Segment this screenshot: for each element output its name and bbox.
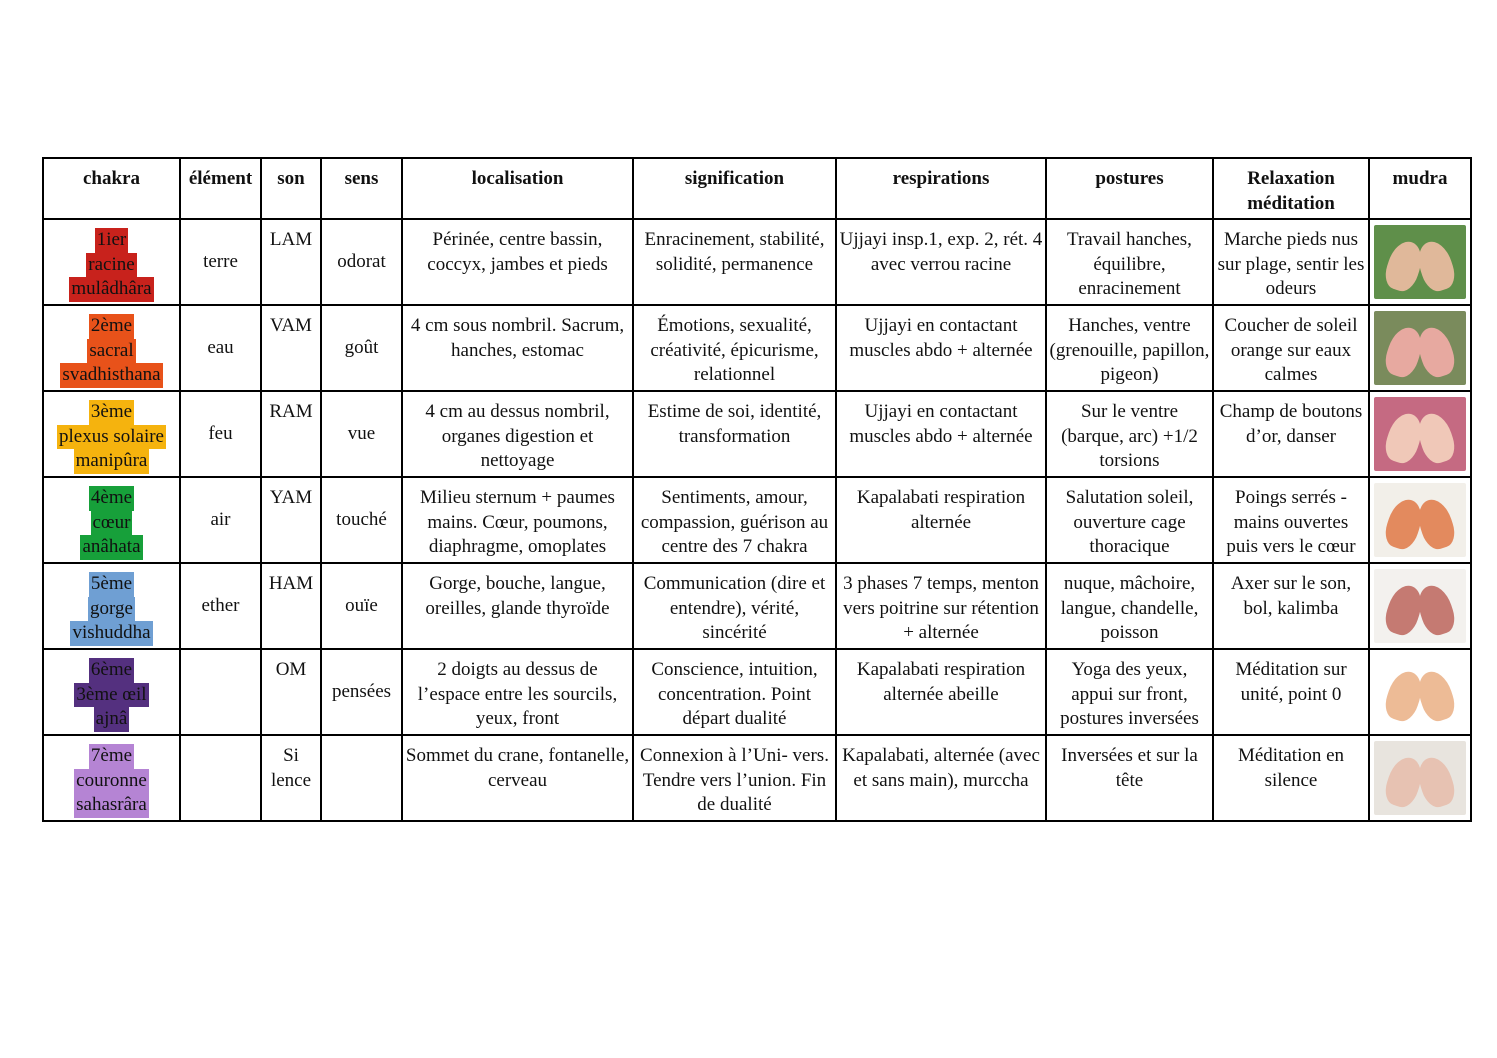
respirations-cell: Ujjayi en contactant muscles abdo + alternée xyxy=(836,391,1046,477)
respirations-cell: Kapalabati, alternée (avec et sans main), murccha xyxy=(836,735,1046,821)
chakra-sanskrit: vishuddha xyxy=(70,621,152,646)
right-hand-icon xyxy=(1413,237,1459,294)
sens-cell: goût xyxy=(321,305,402,391)
localisation-cell: Gorge, bouche, langue, oreilles, glande thyroïde xyxy=(402,563,633,649)
header-signification: signification xyxy=(633,158,836,219)
respirations-cell: Kapalabati respiration alternée abeille xyxy=(836,649,1046,735)
header-respirations: respirations xyxy=(836,158,1046,219)
right-hand-icon xyxy=(1413,667,1459,724)
chakra-label xyxy=(74,744,149,818)
chakra-number: 5ème xyxy=(89,572,134,597)
relaxation-cell: Méditation en silence xyxy=(1213,735,1369,821)
table-row xyxy=(43,219,1471,305)
element-cell: ether xyxy=(180,563,261,649)
header-chakra: chakra xyxy=(43,158,180,219)
mudra-cell xyxy=(1369,563,1471,649)
table-row xyxy=(43,477,1471,563)
chakra-name: plexus solaire xyxy=(57,425,166,450)
table-row xyxy=(43,391,1471,477)
chakra-name: couronne xyxy=(74,769,149,794)
respirations-cell: Kapalabati respiration alternée xyxy=(836,477,1046,563)
chakra-sanskrit: ajnâ xyxy=(94,707,130,732)
signification-cell: Estime de soi, identité, transformation xyxy=(633,391,836,477)
table-row xyxy=(43,563,1471,649)
chakra-number: 2ème xyxy=(89,314,134,339)
respirations-cell: Ujjayi insp.1, exp. 2, rét. 4 avec verrou racine xyxy=(836,219,1046,305)
chakra-name: gorge xyxy=(88,597,135,622)
chakra-name: 3ème œil xyxy=(74,683,148,708)
chakra-sanskrit: svadhisthana xyxy=(60,363,162,388)
chakra-label xyxy=(74,658,148,732)
element-cell: terre xyxy=(180,219,261,305)
chakra-sanskrit: sahasrâra xyxy=(74,793,149,818)
right-hand-icon xyxy=(1413,323,1459,380)
chakra-sanskrit: anâhata xyxy=(80,535,142,560)
chakra-table xyxy=(42,157,1472,822)
relaxation-cell: Axer sur le son, bol, kalimba xyxy=(1213,563,1369,649)
table-row xyxy=(43,649,1471,735)
chakra-number: 4ème xyxy=(89,486,134,511)
element-cell: eau xyxy=(180,305,261,391)
chakra-number: 7ème xyxy=(89,744,134,769)
hands-mudra-icon xyxy=(1374,225,1466,299)
chakra-sanskrit: manipûra xyxy=(74,449,150,474)
postures-cell: nuque, mâchoire, langue, chandelle, poisson xyxy=(1046,563,1213,649)
postures-cell: Inversées et sur la tête xyxy=(1046,735,1213,821)
mudra-cell xyxy=(1369,477,1471,563)
chakra-label xyxy=(60,314,162,388)
son-cell: RAM xyxy=(261,391,321,477)
postures-cell: Yoga des yeux, appui sur front, postures inversées xyxy=(1046,649,1213,735)
postures-cell: Travail hanches, équilibre, enracinement xyxy=(1046,219,1213,305)
chakra-cell xyxy=(43,735,180,821)
localisation-cell: Sommet du crane, fontanelle, cerveau xyxy=(402,735,633,821)
localisation-cell: 2 doigts au dessus de l’espace entre les sourcils, yeux, front xyxy=(402,649,633,735)
localisation-cell: Milieu sternum + paumes mains. Cœur, poumons, diaphragme, omoplates xyxy=(402,477,633,563)
header-localisation: localisation xyxy=(402,158,633,219)
relaxation-cell: Marche pieds nus sur plage, sentir les odeurs xyxy=(1213,219,1369,305)
sens-cell: vue xyxy=(321,391,402,477)
chakra-name: sacral xyxy=(87,339,135,364)
header-son: son xyxy=(261,158,321,219)
chakra-cell xyxy=(43,563,180,649)
chakra-label xyxy=(70,572,152,646)
son-cell: Si lence xyxy=(261,735,321,821)
chakra-sanskrit: mulâdhâra xyxy=(69,277,153,302)
right-hand-icon xyxy=(1413,495,1459,552)
chakra-cell xyxy=(43,305,180,391)
right-hand-icon xyxy=(1413,409,1459,466)
signification-cell: Conscience, intuition, concentration. Point départ dualité xyxy=(633,649,836,735)
element-cell xyxy=(180,649,261,735)
table-row xyxy=(43,305,1471,391)
localisation-cell: 4 cm au dessus nombril, organes digestion et nettoyage xyxy=(402,391,633,477)
chakra-label xyxy=(69,228,153,302)
header-element: élément xyxy=(180,158,261,219)
relaxation-cell: Coucher de soleil orange sur eaux calmes xyxy=(1213,305,1369,391)
son-cell: LAM xyxy=(261,219,321,305)
respirations-cell: Ujjayi en contactant muscles abdo + alternée xyxy=(836,305,1046,391)
relaxation-cell: Méditation sur unité, point 0 xyxy=(1213,649,1369,735)
signification-cell: Enracinement, stabilité, solidité, permanence xyxy=(633,219,836,305)
signification-cell: Sentiments, amour, compassion, guérison au centre des 7 chakra xyxy=(633,477,836,563)
signification-cell: Communication (dire et entendre), vérité, sincérité xyxy=(633,563,836,649)
mudra-cell xyxy=(1369,649,1471,735)
localisation-cell: Périnée, centre bassin, coccyx, jambes et pieds xyxy=(402,219,633,305)
chakra-cell xyxy=(43,219,180,305)
element-cell: air xyxy=(180,477,261,563)
chakra-name: racine xyxy=(86,253,136,278)
sens-cell: touché xyxy=(321,477,402,563)
chakra-number: 3ème xyxy=(89,400,134,425)
son-cell: VAM xyxy=(261,305,321,391)
chakra-number: 6ème xyxy=(89,658,134,683)
header-postures: postures xyxy=(1046,158,1213,219)
mudra-cell xyxy=(1369,305,1471,391)
sens-cell: pensées xyxy=(321,649,402,735)
header-sens: sens xyxy=(321,158,402,219)
son-cell: OM xyxy=(261,649,321,735)
right-hand-icon xyxy=(1413,753,1459,810)
relaxation-cell: Champ de boutons d’or, danser xyxy=(1213,391,1369,477)
localisation-cell: 4 cm sous nombril. Sacrum, hanches, estomac xyxy=(402,305,633,391)
sens-cell: ouïe xyxy=(321,563,402,649)
mudra-cell xyxy=(1369,391,1471,477)
relaxation-cell: Poings serrés - mains ouvertes puis vers le cœur xyxy=(1213,477,1369,563)
chakra-label xyxy=(57,400,166,474)
chakra-label xyxy=(80,486,142,560)
chakra-cell xyxy=(43,649,180,735)
chakra-cell xyxy=(43,477,180,563)
header-mudra: mudra xyxy=(1369,158,1471,219)
element-cell: feu xyxy=(180,391,261,477)
hands-mudra-icon xyxy=(1374,311,1466,385)
mudra-cell xyxy=(1369,219,1471,305)
mudra-cell xyxy=(1369,735,1471,821)
postures-cell: Sur le ventre (barque, arc) +1/2 torsions xyxy=(1046,391,1213,477)
header-relaxation: Relaxation méditation xyxy=(1213,158,1369,219)
son-cell: HAM xyxy=(261,563,321,649)
hands-mudra-icon xyxy=(1374,569,1466,643)
hands-mudra-icon xyxy=(1374,397,1466,471)
signification-cell: Émotions, sexualité, créativité, épicurisme, relationnel xyxy=(633,305,836,391)
element-cell xyxy=(180,735,261,821)
sens-cell: odorat xyxy=(321,219,402,305)
son-cell: YAM xyxy=(261,477,321,563)
sens-cell xyxy=(321,735,402,821)
chakra-name: cœur xyxy=(91,511,133,536)
right-hand-icon xyxy=(1413,581,1459,638)
postures-cell: Hanches, ventre (grenouille, papillon, pigeon) xyxy=(1046,305,1213,391)
respirations-cell: 3 phases 7 temps, menton vers poitrine sur rétention + alternée xyxy=(836,563,1046,649)
table-row xyxy=(43,735,1471,821)
signification-cell: Connexion à l’Uni- vers. Tendre vers l’union. Fin de dualité xyxy=(633,735,836,821)
postures-cell: Salutation soleil, ouverture cage thoracique xyxy=(1046,477,1213,563)
header-row xyxy=(43,158,1471,219)
hands-mudra-icon xyxy=(1374,483,1466,557)
chakra-number: 1ier xyxy=(95,228,129,253)
hands-mudra-icon xyxy=(1374,655,1466,729)
hands-mudra-icon xyxy=(1374,741,1466,815)
chakra-cell xyxy=(43,391,180,477)
